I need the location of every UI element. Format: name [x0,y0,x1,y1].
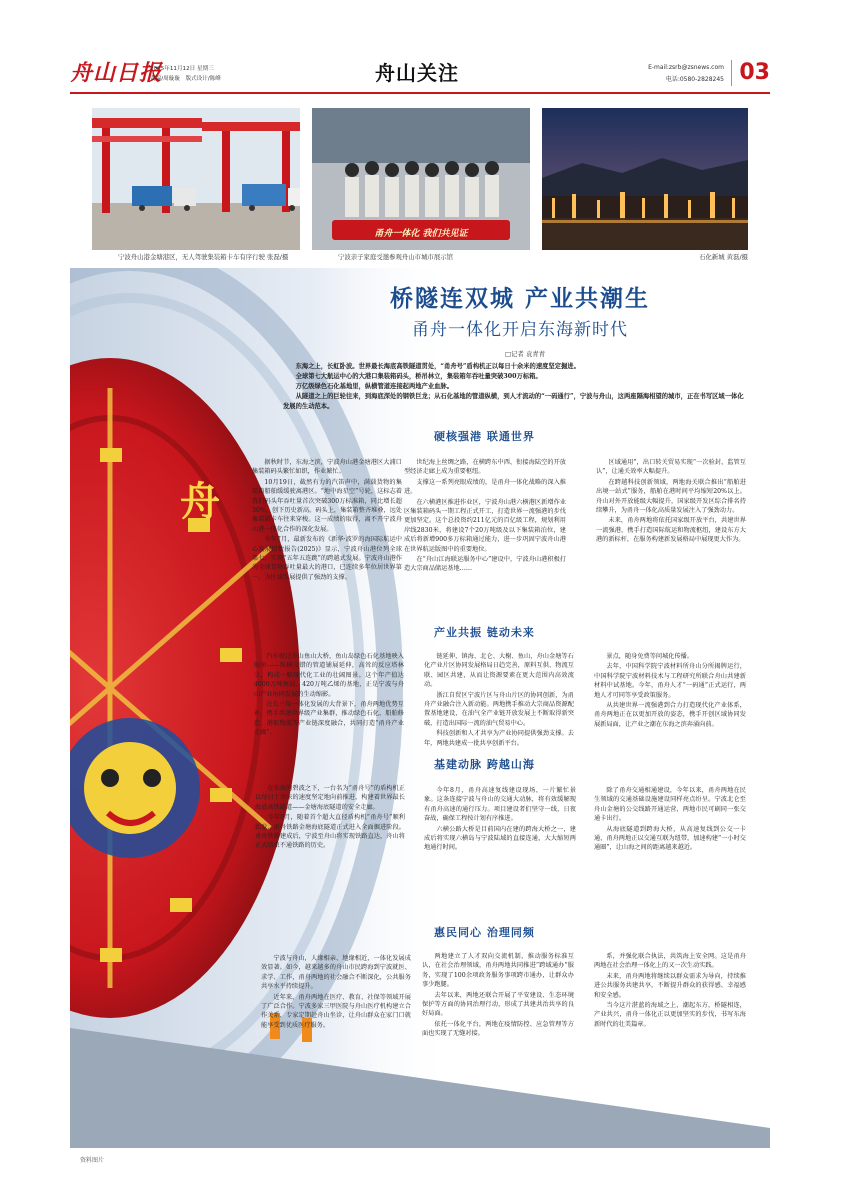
paragraph: 未来，甬舟两地将依托国家级开放平台，共建世界一流强港，携手打造国际航运和物流枢纽，建设东方大港的新标杆，在服务构建新发展格局中展现更大作为。 [596,517,746,544]
editor-credits: 责编/周璇璇 版式设计/陈峰 [150,76,221,82]
section-heading: 基建动脉 跨越山海 [434,758,535,771]
paragraph: 在长三角一体化发展的大背景下，甬舟两地优势互补，携手共建世界级产业集群，推动绿色石化、船舶修造、港航物流等产业链深度融合，共同打造“甬舟产业走廊”。 [254,701,404,737]
paragraph: 科技创新和人才共享为产业协同提供强劲支撑。去年，两地共建成一批共享创新平台。 [424,730,574,747]
article-column [424,786,576,926]
paragraph: 10月19日，截然有力的汽笛声中，满载货物的集装箱船舶缓缓驶离港区。“地中海星空”号轮，这标志着我们码头年吞吐量首次突破300万标准箱，同比增长超30%，创下历史新高。码头上，集装箱整齐堆叠，远处集装箱卡车往来穿梭。这一成绩的取得，离不开宁波舟山港一体化合作的深化发展。 [252,478,402,533]
night-city-photo [542,108,748,250]
section-title: 舟山关注 [375,61,459,85]
masthead [70,58,770,90]
section-heading: 惠民同心 治理同频 [434,926,535,939]
article-column [422,952,574,1152]
paragraph: 区域通用”，出口转关贸易实现“一次验封，监管互认”，让通关效率大幅提升。 [596,459,746,476]
issue-date: 2025年11月12日 星期三 [150,66,214,72]
section-heading: 硬核强港 联通世界 [434,430,535,443]
article-column [255,784,405,924]
page-number: 03 [739,60,770,85]
photo-caption: 石化新城 黄磊/摄 [699,253,748,261]
paragraph: 链延伸，镇海、北仑、大榭、鱼山，舟山金塘等石化产业片区协同发展格局日趋完善，原料互供、物流互联、园区共建，从而让资源要素在更大范围内高效流动。 [424,653,574,689]
lede-paragraph: 万亿级绿色石化基地里，纵横管道连接起两地产业血脉。 [295,383,454,390]
paragraph: 从海底隧道到跨海大桥，从高速复线到公交一卡通，甬舟两地正以交通互联为纽带，加速构建“一小时交通圈”，让山海之间的距离越来越近。 [594,825,746,852]
article-column [254,652,404,774]
paragraph: 未来，甬舟两地将继续以群众需求为导向，持续推进公共服务共建共享，不断提升群众的获得感、幸福感和安全感。 [594,972,746,999]
newspaper-logo: 舟山日报 [70,60,163,86]
lede-paragraph: 东海之上，长虹卧波。世界最长海底高铁隧道贯处，“甬舟号”盾构机正以每日十余米的速度坚定掘进。 [295,363,580,370]
masthead-divider [731,60,732,86]
photo-caption: 宁波舟山港金塘港区，无人驾驶集装箱卡车有序行驶 张磊/摄 [118,253,289,261]
paragraph: 去年，中国科学院宁波材料所舟山分所揭牌运行，中国科学院宁波材料技术与工程研究所联合舟山共建新材料中试基地。今年，甬舟人才“一码通”正式运行，两地人才可同等享受政策服务。 [594,663,746,699]
paragraph: 在东海的碧波之下，一台名为“甬舟号”的盾构机正以每日十余米的速度坚定地向前推进，构建着世界最长海底高铁隧道——金塘海底隧道的安全走廊。 [255,785,405,811]
masthead-rule [70,92,770,94]
lede-paragraph: 全球第七大航运中心的大港口集装箱码头，桥吊林立，集装箱年吞吐量突破300万标箱。 [295,373,542,380]
article-column [261,954,411,1154]
paragraph: 今年9月，随着首个超大直径盾构机“甬舟号”顺利始发，甬舟铁路金塘海底隧道正式进入全面掘进阶段。甬舟铁路建成后，宁波至舟山将实现铁路直达，舟山将正式结束不通铁路的历史。 [255,814,405,850]
article-column [596,458,746,616]
article-column [404,458,566,616]
paragraph: 汽车驶过舟山鱼山大桥，鱼山岛绿色石化基地映入眼帘——纵横交错的管道铺展延伸，高耸的反应塔林立，构成一幅现代化工业的壮阔图景。这个年产值达4000万吨炼油、420万吨乙烯的基地，正是宁波与舟山产业协同发展的生动缩影。 [254,653,404,698]
contact-email[interactable]: E-mail:zsrb@zsnews.com [648,64,724,71]
paragraph: 去年以来，两地还联合开展了平安建设、生态环境保护等方面的协同治理行动，形成了共建共治共享的良好局面。 [422,991,574,1018]
paragraph: 景点，随身免费等问城化传播。 [606,653,694,660]
article-column [424,652,574,774]
contact-phone: 电话:0580-2828245 [665,76,724,83]
paragraph: 当今这片湛蓝的海域之上，潮起东方，桥隧相连，产业共兴，甬舟一体化正以更加坚实的步伐，书写东海新时代的壮美篇章。 [594,1002,746,1028]
photo-caption: 宁波亲子家庭受邀参观舟山市城市展示馆 [338,253,454,261]
tunnel-character: 舟 [180,478,220,525]
paragraph: 两地建立了人才双向交流机制，推动服务标准互认，在社会治理领域，甬舟两地共同推进“跨域通办”服务，实现了100余项政务服务事项跨市通办，让群众办事少跑腿。 [422,953,574,989]
byline: □记者 袁青青 [505,350,546,358]
paragraph: 系，并强化联合执法，共筑海上安全网。这是甬舟两地在社会治理一体化上的又一次生动实践。 [594,953,746,970]
paragraph: 浙江自贸区宁波片区与舟山片区的协同创新，为甬舟产业融合注入新动能。两地携手推动大宗商品资源配置基地建设，在油气全产业链开放发展上不断取得新突破，打造出国际一流的油气贸易中心。 [424,691,574,727]
image-credit: 资料图片 [80,1157,105,1164]
paragraph: 在六横港区推进作业区，宁波舟山港六横港区新增作业区集装箱码头一期工程正式开工，打造世界一流强港的步伐更加坚定。这个总投资约211亿元的百亿级工程，规划利用岸线2830米，将建设7个20万吨级及以下集装箱泊位，建成后将新增900多万标箱通过能力，进一步巩固宁波舟山港在世界航运版图中的重要地位。 [404,498,566,553]
article-column [252,458,402,616]
paragraph: 近年来，甬舟两地在医疗、教育、社保等领域开展了广泛合作。宁波多家三甲医院与舟山医疗机构建立合作关系，专家定期赴舟山坐诊，让舟山群众在家门口就能享受到优质医疗服务。 [261,993,411,1029]
section-heading: 产业共振 链动未来 [434,626,535,639]
paragraph: 据秋时节，东海之滨，宁波舟山港金塘港区大浦口集装箱码头繁忙如织，作业繁忙。 [252,459,402,476]
subheadline: 甬舟一体化开启东海新时代 [412,320,628,340]
paragraph: 在“舟山江海联运服务中心”建设中，宁波舟山港积极打造大宗商品储运基地…… [404,556,566,573]
lede-paragraph: 从隧道之上的巨轮往来，到海底深处的钢铁巨龙；从石化基地的管道纵横，到人才流动的“一码通行”，宁波与舟山，这两座隔海相望的城市，正在书写区域一体化发展的生动范本。 [283,393,744,410]
headline: 桥隧连双城 产业共潮生 [389,286,650,312]
paragraph: 世纪海上丝绸之路，在横跨东中西、衔接海陆空的开放型经济走廊上成为重要枢纽。 [404,459,566,476]
port-photo [92,108,300,250]
article-column [594,952,746,1152]
paragraph: 今年7月，最新发布的《新华·波罗的海国际航运中心发展指数报告(2025)》显示，宁波舟山港位列全球第七，实现“五年五连跳”的跨越式发展。宁波舟山港作为全球货物吞吐量最大的港口，已连续多年位居世界第一，为区域发展提供了强劲的支撑。 [252,536,402,581]
lede [283,362,745,412]
paragraph: 从共建世界一流强港到合力打造现代化产业体系，甬舟两地正在以更加开放的姿态，携手开创区域协同发展新局面，让产业之潮在东海之滨奔涌向前。 [594,702,746,728]
article-column [594,786,746,926]
paragraph: 支撑这一系列亮眼成绩的，是甬舟一体化战略的深入推进。 [404,478,566,496]
paragraph: 在跨越科技创新领域，两地海关联合推出“船舶进出境一站式”服务，船舶在港时间平均缩短20%以上。舟山对外开放能级大幅提升，国家级开发区综合排名持续攀升，为甬舟一体化高质量发展注入了强劲动力。 [596,478,746,515]
paragraph: 六横公路大桥是目前国内在建的跨海大桥之一，建成后将实现六横岛与宁波陆域的直接连通，大大缩短两地通行时间。 [424,825,576,852]
paragraph: 依托一体化平台，两地在疫情防控、应急管理等方面也实现了无缝对接。 [422,1020,574,1038]
article-column [594,652,746,774]
paragraph: 今年8月，甬舟高速复线建设现场，一片繁忙景象。这条连接宁波与舟山的交通大动脉，将有效缓解现有甬舟高速的通行压力。项目建设者们坚守一线，日夜奋战，确保工程按计划有序推进。 [424,787,576,823]
paragraph: 除了甬舟交通相通建设，今年以来，甬舟两地在民生领域的交通基础设施建设同样亮点纷呈。宁波北仑至舟山金塘的公交线路开通运营，两地市民可刷同一张交通卡出行。 [594,787,746,823]
photo-banner: 甬舟一体化 我们共见证 [374,229,468,239]
paragraph: 宁波与舟山，人缘相亲、地缘相近，一体化发展成效显著。如今，越来越多的舟山市民跨海到宁波就医、求学、工作，甬舟两地的社会融合不断深化，公共服务共享水平持续提升。 [261,955,411,991]
